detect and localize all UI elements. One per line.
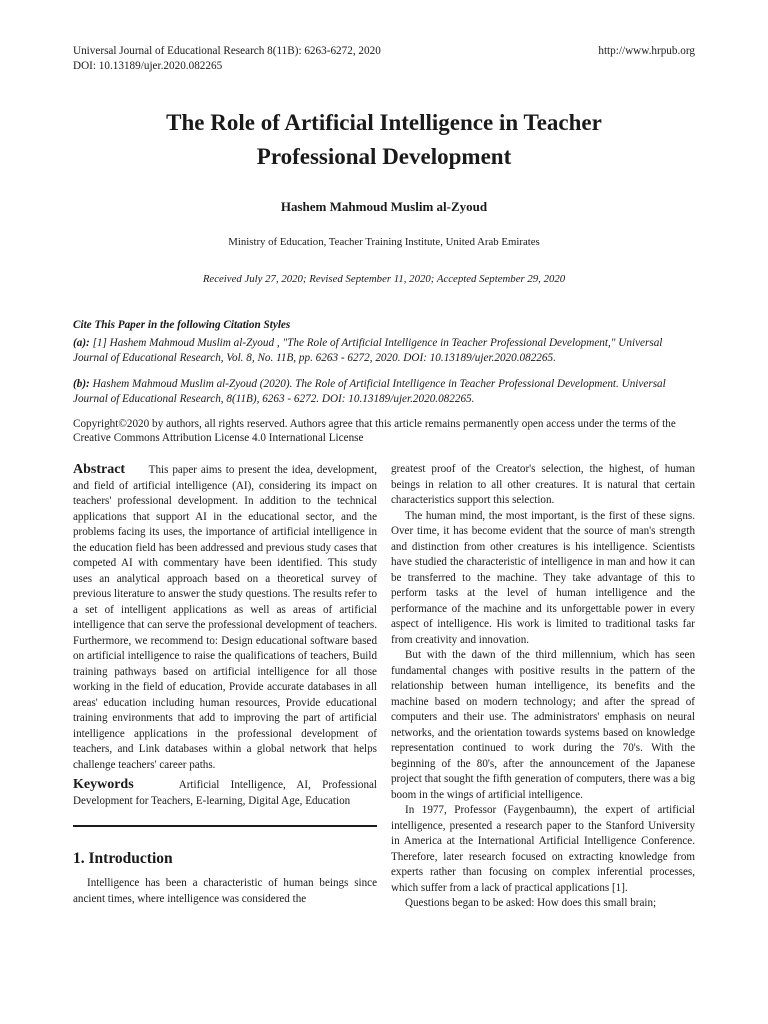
body-paragraph-5: Questions began to be asked: How does this small brain; (405, 897, 657, 909)
keywords (73, 777, 377, 809)
body-paragraph-1: greatest proof of the Creator's selection, the highest, of human beings in relation to all other creatures. It is natural that certain characteristics support this selection. (391, 463, 695, 506)
right-column (391, 462, 695, 912)
running-header (73, 44, 381, 74)
doi: DOI: 10.13189/ujer.2020.082265 (73, 60, 223, 72)
left-column (73, 462, 377, 907)
abstract-label: Abstract (73, 462, 126, 477)
body-paragraph-4: In 1977, Professor (Faygenbaumn), the expert of artificial intelligence, presented a research paper to the Stanford University in America at the International Artificial Intelligence Conference. Therefore, later research focused on extracting knowledge from experts rather than focusing on complex inferential processes, which suffer from a lack of practical applications [1]. (391, 804, 695, 894)
author-name: Hashem Mahmoud Muslim al-Zyoud (280, 199, 488, 214)
section-divider (73, 825, 377, 827)
intro-paragraph: Intelligence has been a characteristic of human beings since ancient times, where intelligence was considered the (73, 877, 377, 905)
title-line-2: Professional Development (256, 144, 512, 169)
citation-style-b (73, 377, 695, 407)
citation-a-label: (a): (73, 337, 90, 349)
citation-b-label: (b): (73, 378, 90, 390)
affiliation: Ministry of Education, Teacher Training Institute, United Arab Emirates (228, 236, 540, 248)
citation-a-text: [1] Hashem Mahmoud Muslim al-Zyoud , "The Role of Artificial Intelligence in Teacher Professional Development," Universal Journal of Educational Research, Vol. 8, No. 11B, pp. 6263 - 6272, 2020. DOI: 10.13189/ujer.2020.082265. (73, 337, 663, 364)
section-heading-introduction: 1. Introduction (73, 849, 173, 867)
body-paragraph-3: But with the dawn of the third millennium, which has seen fundamental changes with positive results in the pattern of the relationship between human intelligence, its benefits and the machine based on modern technology; and after the spread of computers and their use. The administrators' emphasis on neural networks, and the orientation towards systems based on knowledge representation continued to work during the 70's. With the beginning of the 80's, after the announcement of the Japanese project that sought the fifth generation of computers, there was a big boom in the wings of artificial intelligence. (391, 649, 695, 801)
keywords-text: Artificial Intelligence, AI, Professional Development for Teachers, E-learning, Digital Age, Education (73, 779, 378, 807)
journal-citation: Universal Journal of Educational Research 8(11B): 6263-6272, 2020 (73, 45, 381, 57)
paper-title (60, 106, 708, 174)
citation-heading: Cite This Paper in the following Citation Styles (73, 319, 291, 331)
body-paragraph-2: The human mind, the most important, is the first of these signs. Over time, it has become evident that the source of man's strength and distinction from other creatures is his intelligence. Scientists have studied the characteristic of intelligence in man and how it can be transferred to the machine. They take advantage of this to perform tasks at the level of human intelligence and the performance of the machine and its unforgettable power in every aspect of intelligence. His work is limited to traditional tasks far from creativity and innovation. (391, 509, 695, 646)
submission-dates: Received July 27, 2020; Revised September 11, 2020; Accepted September 29, 2020 (202, 273, 566, 285)
title-line-1: The Role of Artificial Intelligence in Teacher (166, 110, 602, 135)
abstract (73, 462, 377, 773)
keywords-label: Keywords (73, 777, 134, 792)
citation-b-text: Hashem Mahmoud Muslim al-Zyoud (2020). The Role of Artificial Intelligence in Teacher Professional Development. Universal Journal of Educational Research, 8(11B), 6263 - 6272. DOI: 10.13189/ujer.2020.082265. (73, 378, 666, 405)
citation-style-a (73, 336, 695, 366)
copyright-notice: Copyright©2020 by authors, all rights reserved. Authors agree that this article remains permanently open access under the terms of the Creative Commons Attribution License 4.0 International License (73, 418, 676, 444)
journal-url[interactable]: http://www.hrpub.org (598, 45, 695, 57)
abstract-text: This paper aims to present the idea, development, and field of artificial intelligence (AI), considering its impact on teachers' professional development. In addition to the technical applications that support AI in the educational sector, and the problems facing its uses, the importance of artificial intelligence in the education field has been addressed and previous study cases that competed AI with commentary have been identified. This study uses an analytical approach based on a theoretical survey of previous literature to answer the study questions. The results refer to a set of intelligent applications as well as areas of artificial intelligence that can serve the professional development of teachers. Furthermore, we recommend to: Design educational software based on artificial intelligence to raise the qualifications of teachers, Build training pathways based on artificial intelligence for all those working in the field of education, Provide accurate databases in all areas' education including human resources, Provide educational training environments that add to improving the part of artificial intelligence applications in the professional development of teachers, and Link databases within a global network that helps challenge teachers' career paths. (73, 464, 377, 771)
